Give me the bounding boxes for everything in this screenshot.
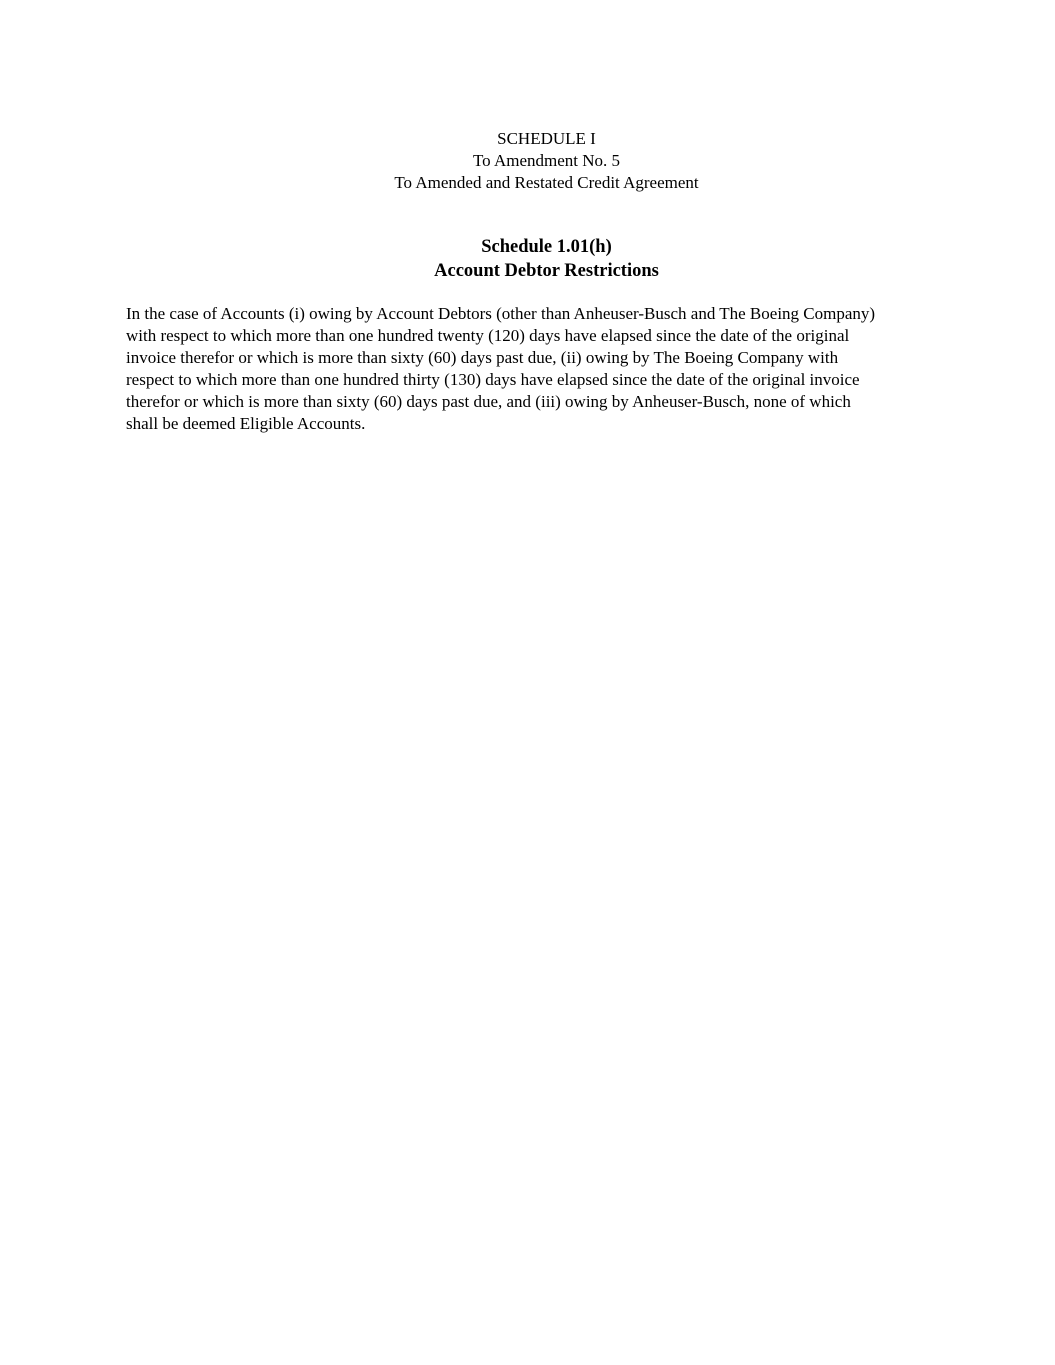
body-line: with respect to which more than one hundred twenty (120) days have elapsed since the date of the original [126, 326, 850, 345]
body-line: therefor or which is more than sixty (60) days past due, and (iii) owing by Anheuser-Busch, none of which [126, 392, 851, 411]
agreement-reference: To Amended and Restated Credit Agreement [394, 173, 699, 192]
schedule-label: SCHEDULE I [497, 129, 596, 148]
body-line: invoice therefor or which is more than sixty (60) days past due, (ii) owing by The Boeing Company with [126, 348, 839, 367]
body-paragraph [126, 303, 971, 435]
schedule-subject: Account Debtor Restrictions [434, 261, 659, 281]
schedule-number: Schedule 1.01(h) [481, 237, 612, 257]
body-line: shall be deemed Eligible Accounts. [126, 414, 366, 433]
schedule-header [0, 128, 1055, 194]
amendment-reference: To Amendment No. 5 [472, 151, 621, 170]
body-line: In the case of Accounts (i) owing by Account Debtors (other than Anheuser-Busch and The Boeing Company) [126, 304, 876, 323]
schedule-title [0, 235, 1055, 283]
body-line: respect to which more than one hundred thirty (130) days have elapsed since the date of the original invoice [126, 370, 860, 389]
